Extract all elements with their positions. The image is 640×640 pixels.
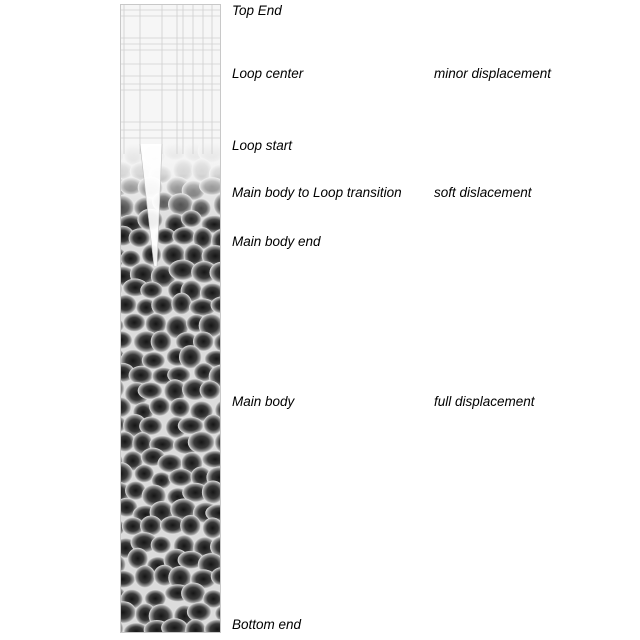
transition-note: soft dislacement [434,185,532,200]
main-body-end-label: Main body end [232,234,321,249]
main-body-label: Main body [232,394,295,409]
main-body-note: full displacement [434,394,535,409]
displacement-texture-strip [120,4,221,633]
bottom-end-label: Bottom end [232,617,302,632]
loop-center-label: Loop center [232,66,304,81]
transition-label: Main body to Loop transition [232,185,402,200]
loop-center-note: minor displacement [434,66,552,81]
top-end-label: Top End [232,3,282,18]
loop-fade-overlay [120,4,221,633]
loop-start-label: Loop start [232,138,293,153]
